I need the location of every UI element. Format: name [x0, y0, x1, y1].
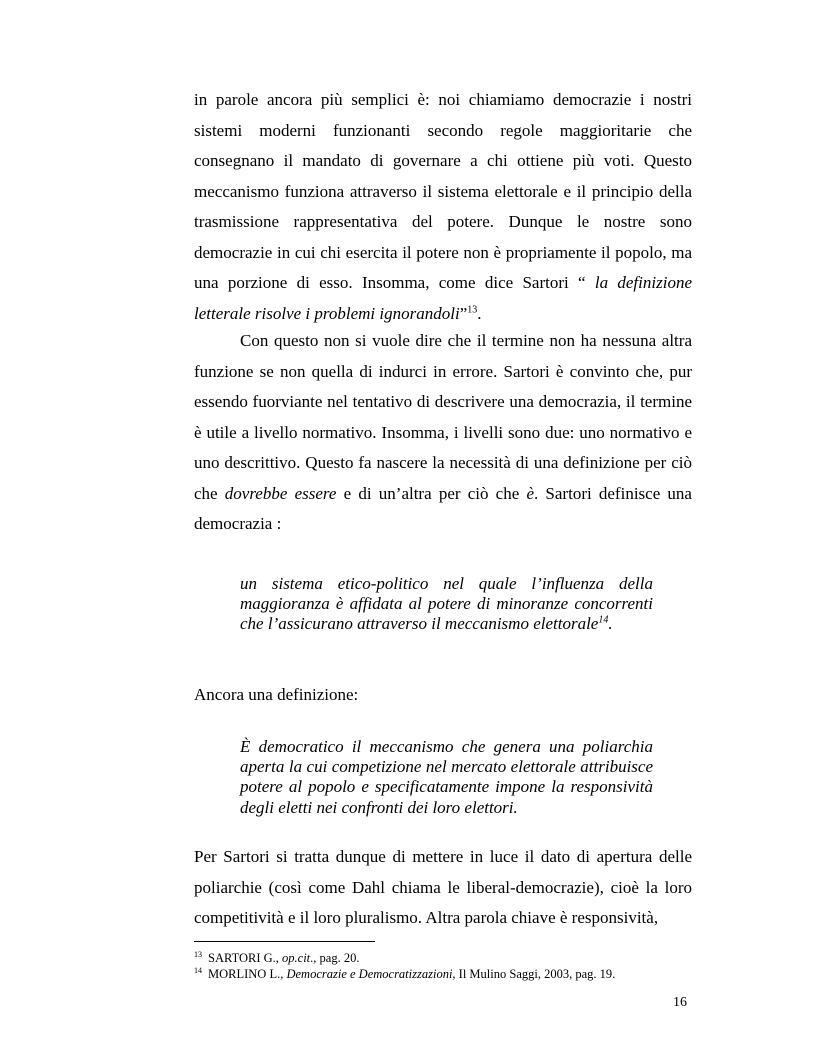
footnote-ref-14[interactable]: 14 — [598, 614, 609, 626]
footnote-divider — [194, 941, 375, 942]
footnote-14: $^{14}$ MORLINO L., Democrazie e Democratizzazioni, Il Mulino Saggi, 2003, pag. 19. — [194, 965, 616, 981]
body-paragraph-3: Per Sartori si tratta dunque di mettere in luce il dato di apertura delle poliarchie (così come Dahl chiama le liberal-democrazie), cioè la loro competitività e il loro pluralismo. Altra parola chiave è responsività, — [194, 847, 692, 927]
body-paragraph-1: in parole ancora più semplici è: noi chiamiamo democrazie i nostri sistemi moderni funzionanti secondo regole maggioritarie che consegnano il mandato di governare a chi ottiene più voti. Questo meccanismo funziona attraverso il sistema elettorale e il principio della trasmissione rappresentativa del potere. Dunque le nostre sono democrazie in cui chi esercita il potere non è propriamente il popolo, ma una porzione di esso. Insomma, come dice Sartori “ la definizione letterale risolve i problemi ignorandoli”$^{13}$. — [194, 90, 692, 323]
footnote-13: $^{13}$ SARTORI G., op.cit., pag. 20. — [194, 949, 360, 965]
footnote-ref-13[interactable]: 13 — [467, 303, 478, 315]
page-number: 16 — [673, 995, 687, 1010]
block-quote-1: un sistema etico-politico nel quale l’influenza della maggioranza è affidata al potere di minoranze concorrenti che l’assicurano attraverso il meccanismo elettorale$^{14}$. — [240, 574, 653, 634]
intro-line: Ancora una definizione: — [194, 685, 359, 704]
body-paragraph-2: Con questo non si vuole dire che il termine non ha nessuna altra funzione se non quella di indurci in errore. Sartori è convinto che, pur essendo fuorviante nel tentativo di descrivere una democrazia, il termine è utile a livello normativo. Insomma, i livelli sono due: uno normativo e uno descrittivo. Questo fa nascere la necessità di una definizione per ciò che dovrebbe essere e di un’altra per ciò che è. Sartori definisce una democrazia : — [194, 331, 692, 533]
block-quote-2: È democratico il meccanismo che genera una poliarchia aperta la cui competizione nel mercato elettorale attribuisce potere al popolo e specificatamente impone la responsività degli eletti nei confronti dei loro elettori. — [240, 737, 653, 817]
